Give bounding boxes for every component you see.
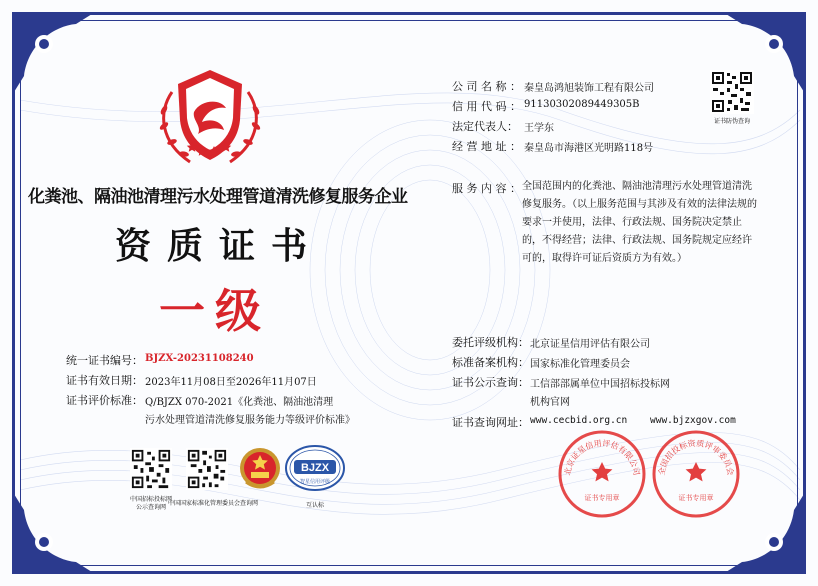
cert-number-label: 统一证书编号：	[66, 354, 143, 367]
badge-subtext: 智星信用评级	[299, 479, 331, 485]
query-url-2[interactable]: www.bjzxgov.com	[650, 415, 736, 426]
entrusted-label: 委托评级机构：	[452, 336, 529, 349]
certificate-level: 一级	[159, 284, 271, 338]
scope-label: 服 务 内 容 ：	[452, 182, 521, 195]
badge-text: BJZX	[300, 462, 330, 474]
credit-code-label: 信 用 代 码 ：	[452, 100, 521, 113]
standard-line1: Q/BJZX 070-2021《化粪池、隔油池清理	[145, 397, 334, 408]
legal-rep: 王学东	[524, 123, 554, 134]
legal-rep-label: 法定代表人：	[452, 120, 518, 133]
query-url-label: 证书查询网址：	[452, 416, 529, 429]
filing-label: 标准备案机构：	[452, 356, 529, 369]
verification-qr-code	[710, 70, 754, 114]
qr1-caption-line2: 公示查询网	[135, 504, 166, 511]
official-seal-1	[556, 428, 648, 520]
corner-ornament-bottom-left	[14, 494, 92, 572]
seal-1-footer: 证书专用章	[584, 494, 620, 502]
qr1-caption-line1: 中国招标投标网	[129, 496, 172, 503]
bidding-site-qr-code	[130, 448, 172, 490]
corner-ornament-top-left	[14, 14, 92, 92]
standards-site-qr-code	[186, 448, 228, 490]
filing-agency: 国家标准化管理委员会	[530, 359, 630, 370]
qr-caption: 证书防伪查询	[713, 118, 750, 125]
standard-label: 证书评价标准：	[66, 394, 143, 407]
shield-emblem-logo	[150, 62, 270, 174]
bjzx-badge-logo	[284, 444, 346, 492]
industry-title: 化粪池、隔油池清理污水处理管道清洗修复服务企业	[28, 187, 408, 207]
credit-code: 91130302089449305B	[524, 99, 640, 110]
qr2-caption: 中国国家标准化管理委员会查询网	[168, 500, 259, 507]
seal-1-ring-text: 北京证星信用评估有限公司	[562, 438, 642, 477]
publicity-line1: 工信部部属单位中国招标投标网	[530, 379, 670, 390]
seal-2-footer: 证书专用章	[678, 494, 714, 502]
national-emblem-icon	[238, 446, 282, 492]
service-scope-text: 全国范围内的化粪池、隔油池清理污水处理管道清洗修复服务。（以上服务范围与其涉及有效的法律法规的要求一并使用，法律、行政法规、国务院决定禁止的，不得经营；法律、行政法规、国务院规定应经许可的，取得许可证后资质方为有效。）	[522, 181, 757, 264]
standard-line2: 污水处理管道清洗修复服务能力等级评价标准》	[145, 415, 355, 426]
validity-label: 证书有效日期：	[66, 374, 143, 387]
publicity-label: 证书公示查询：	[452, 376, 529, 389]
publicity-line2: 机构官网	[530, 397, 570, 408]
entrusted-agency: 北京证星信用评估有限公司	[530, 339, 650, 350]
query-url-1[interactable]: www.cecbid.org.cn	[530, 415, 628, 426]
seal-2-ring-text: 全国招投标资质评审委员会	[656, 438, 736, 477]
official-seal-2	[650, 428, 742, 520]
company-name: 秦皇岛鸿旭装饰工程有限公司	[524, 83, 654, 94]
badge-caption: 互认标	[305, 502, 324, 509]
company-address: 秦皇岛市海港区光明路118号	[524, 143, 654, 154]
cert-number: BJZX-20231108240	[145, 353, 254, 364]
company-name-label: 公 司 名 称 ：	[452, 80, 521, 93]
validity-dates: 2023年11月08日至2026年11月07日	[145, 377, 317, 388]
certificate-title: 资质证书	[115, 225, 324, 267]
address-label: 经 营 地 址 ：	[452, 140, 521, 153]
